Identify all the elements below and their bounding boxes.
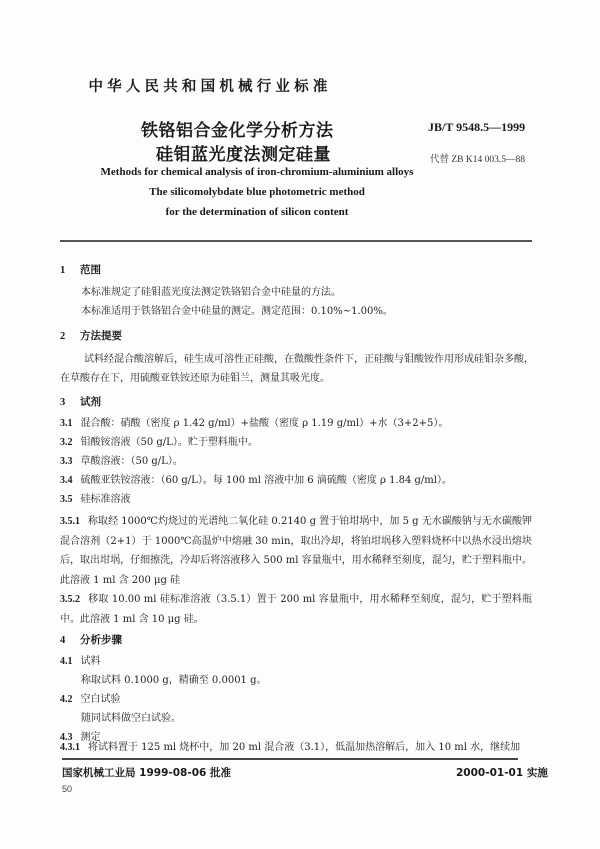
clause-number: 3.5.1	[60, 516, 80, 527]
section-title: 分析步骤	[80, 634, 122, 646]
section-number: 1	[60, 265, 66, 276]
clause-3-5	[60, 493, 131, 507]
clause-text: 草酸溶液：（50 g/L）。	[80, 456, 183, 467]
clause-number: 4.3.1	[60, 742, 80, 753]
scope-paragraph-2: 本标准适用于铁铬铝合金中硅量的测定。测定范围：0.10%~1.00%。	[81, 306, 393, 317]
clause-text: 空白试验	[80, 694, 121, 705]
clause-number: 4.2	[60, 694, 73, 705]
clause-text: 移取 10.00 ml 硅标准溶液（3.5.1）置于 200 ml 容量瓶中，用水稀释至刻度，混匀，贮于塑料瓶中。此溶液 1 ml 含 10 μg 硅。	[60, 594, 532, 625]
section-heading-reagents	[60, 394, 101, 409]
clause-text: 将试料置于 125 ml 烧杯中，加 20 ml 混合液（3.1），低温加热溶解后，加入 10 ml 水，继续加	[88, 742, 521, 753]
clause-3-4	[60, 474, 452, 488]
section-number: 4	[60, 635, 66, 646]
clause-text: 混合酸：硝酸（密度 ρ 1.42 g/ml）+盐酸（密度 ρ 1.19 g/ml）+水（3+2+5）。	[80, 418, 449, 429]
header-divider	[60, 240, 532, 242]
section-number: 2	[60, 331, 66, 342]
title-chinese-line1: 铁铬铝合金化学分析方法	[141, 121, 334, 141]
clause-text: 试料	[80, 656, 101, 667]
standard-code: JB/T 9548.5—1999	[428, 120, 526, 134]
title-english-line3: for the determination of silicon content	[165, 206, 349, 218]
clause-4-2	[60, 693, 121, 707]
method-summary-paragraph: 试料经混合酸溶解后，硅生成可溶性正硅酸，在微酸性条件下，正硅酸与钼酸铵作用形成硅钼杂多酸，在草酸存在下，用硫酸亚铁铵还原为硅钼兰，测量其吸光度。	[60, 354, 534, 384]
clause-4-2-body: 随同试料做空白试验。	[81, 713, 181, 724]
clause-3-5-1	[60, 512, 532, 590]
clause-text: 硅标准溶液	[80, 494, 131, 505]
section-title: 范围	[80, 264, 101, 276]
clause-number: 4.3	[60, 732, 73, 743]
clause-3-5-2	[60, 590, 532, 629]
clause-4-1	[60, 655, 101, 669]
clause-text: 测定	[80, 732, 101, 743]
clause-number: 3.1	[60, 418, 73, 429]
clause-3-1	[60, 417, 448, 431]
footer-divider	[62, 758, 518, 760]
section-heading-analysis-procedure	[60, 632, 122, 647]
clause-text: 硫酸亚铁铵溶液：（60 g/L）。每 100 ml 溶液中加 6 滴硫酸（密度 ρ 1.84 g/ml）。	[80, 475, 452, 486]
scope-paragraph-1: 本标准规定了硅钼蓝光度法测定铁铬铝合金中硅量的方法。	[81, 287, 341, 298]
section-heading-scope	[60, 262, 101, 277]
clause-4-3-1	[60, 741, 520, 755]
clause-number: 4.1	[60, 656, 73, 667]
section-title: 方法提要	[80, 330, 122, 342]
clause-3-3	[60, 455, 183, 469]
section-title: 试剂	[80, 396, 101, 408]
title-english-line1: Methods for chemical analysis of iron-chromium-aluminium alloys	[100, 166, 414, 178]
clause-number: 3.3	[60, 456, 73, 467]
clause-number: 3.4	[60, 475, 73, 486]
clause-text: 钼酸铵溶液（50 g/L）。贮于塑料瓶中。	[80, 437, 258, 448]
title-chinese-line2: 硅钼蓝光度法测定硅量	[156, 145, 331, 165]
clause-number: 3.5.2	[60, 594, 80, 605]
standard-organization: 中华人民共和国机械行业标准	[88, 79, 332, 95]
implementation-date: 2000-01-01 实施	[456, 767, 548, 779]
approval-info: 国家机械工业局 1999-08-06 批准	[62, 767, 231, 779]
replaces-standard: 代替 ZB K14 003.5—88	[430, 155, 526, 165]
clause-number: 3.5	[60, 494, 73, 505]
title-english-line2: The silicomolybdate blue photometric method	[149, 186, 365, 198]
clause-3-2	[60, 436, 258, 450]
clause-text: 称取经 1000℃灼烧过的光谱纯二氧化硅 0.2140 g 置于铂坩埚中，加 5 g 无水碳酸钠与无水碳酸钾混合溶剂（2+1）于 1000℃高温炉中熔融 30 min，取出冷却，将铂坩埚移入塑料烧杯中以热水浸出熔块后，取出坩埚，仔细擦洗，冷却后将溶液移入 500 ml 容量瓶中，用水稀释至刻度，混匀，贮于塑料瓶中。此溶液 1 ml 含 200 μg 硅	[60, 516, 532, 586]
section-heading-method-summary	[60, 328, 122, 343]
section-number: 3	[60, 397, 66, 408]
page-number: 50	[62, 784, 73, 794]
clause-number: 3.2	[60, 437, 73, 448]
clause-4-1-body: 称取试料 0.1000 g，精确至 0.0001 g。	[81, 675, 267, 686]
